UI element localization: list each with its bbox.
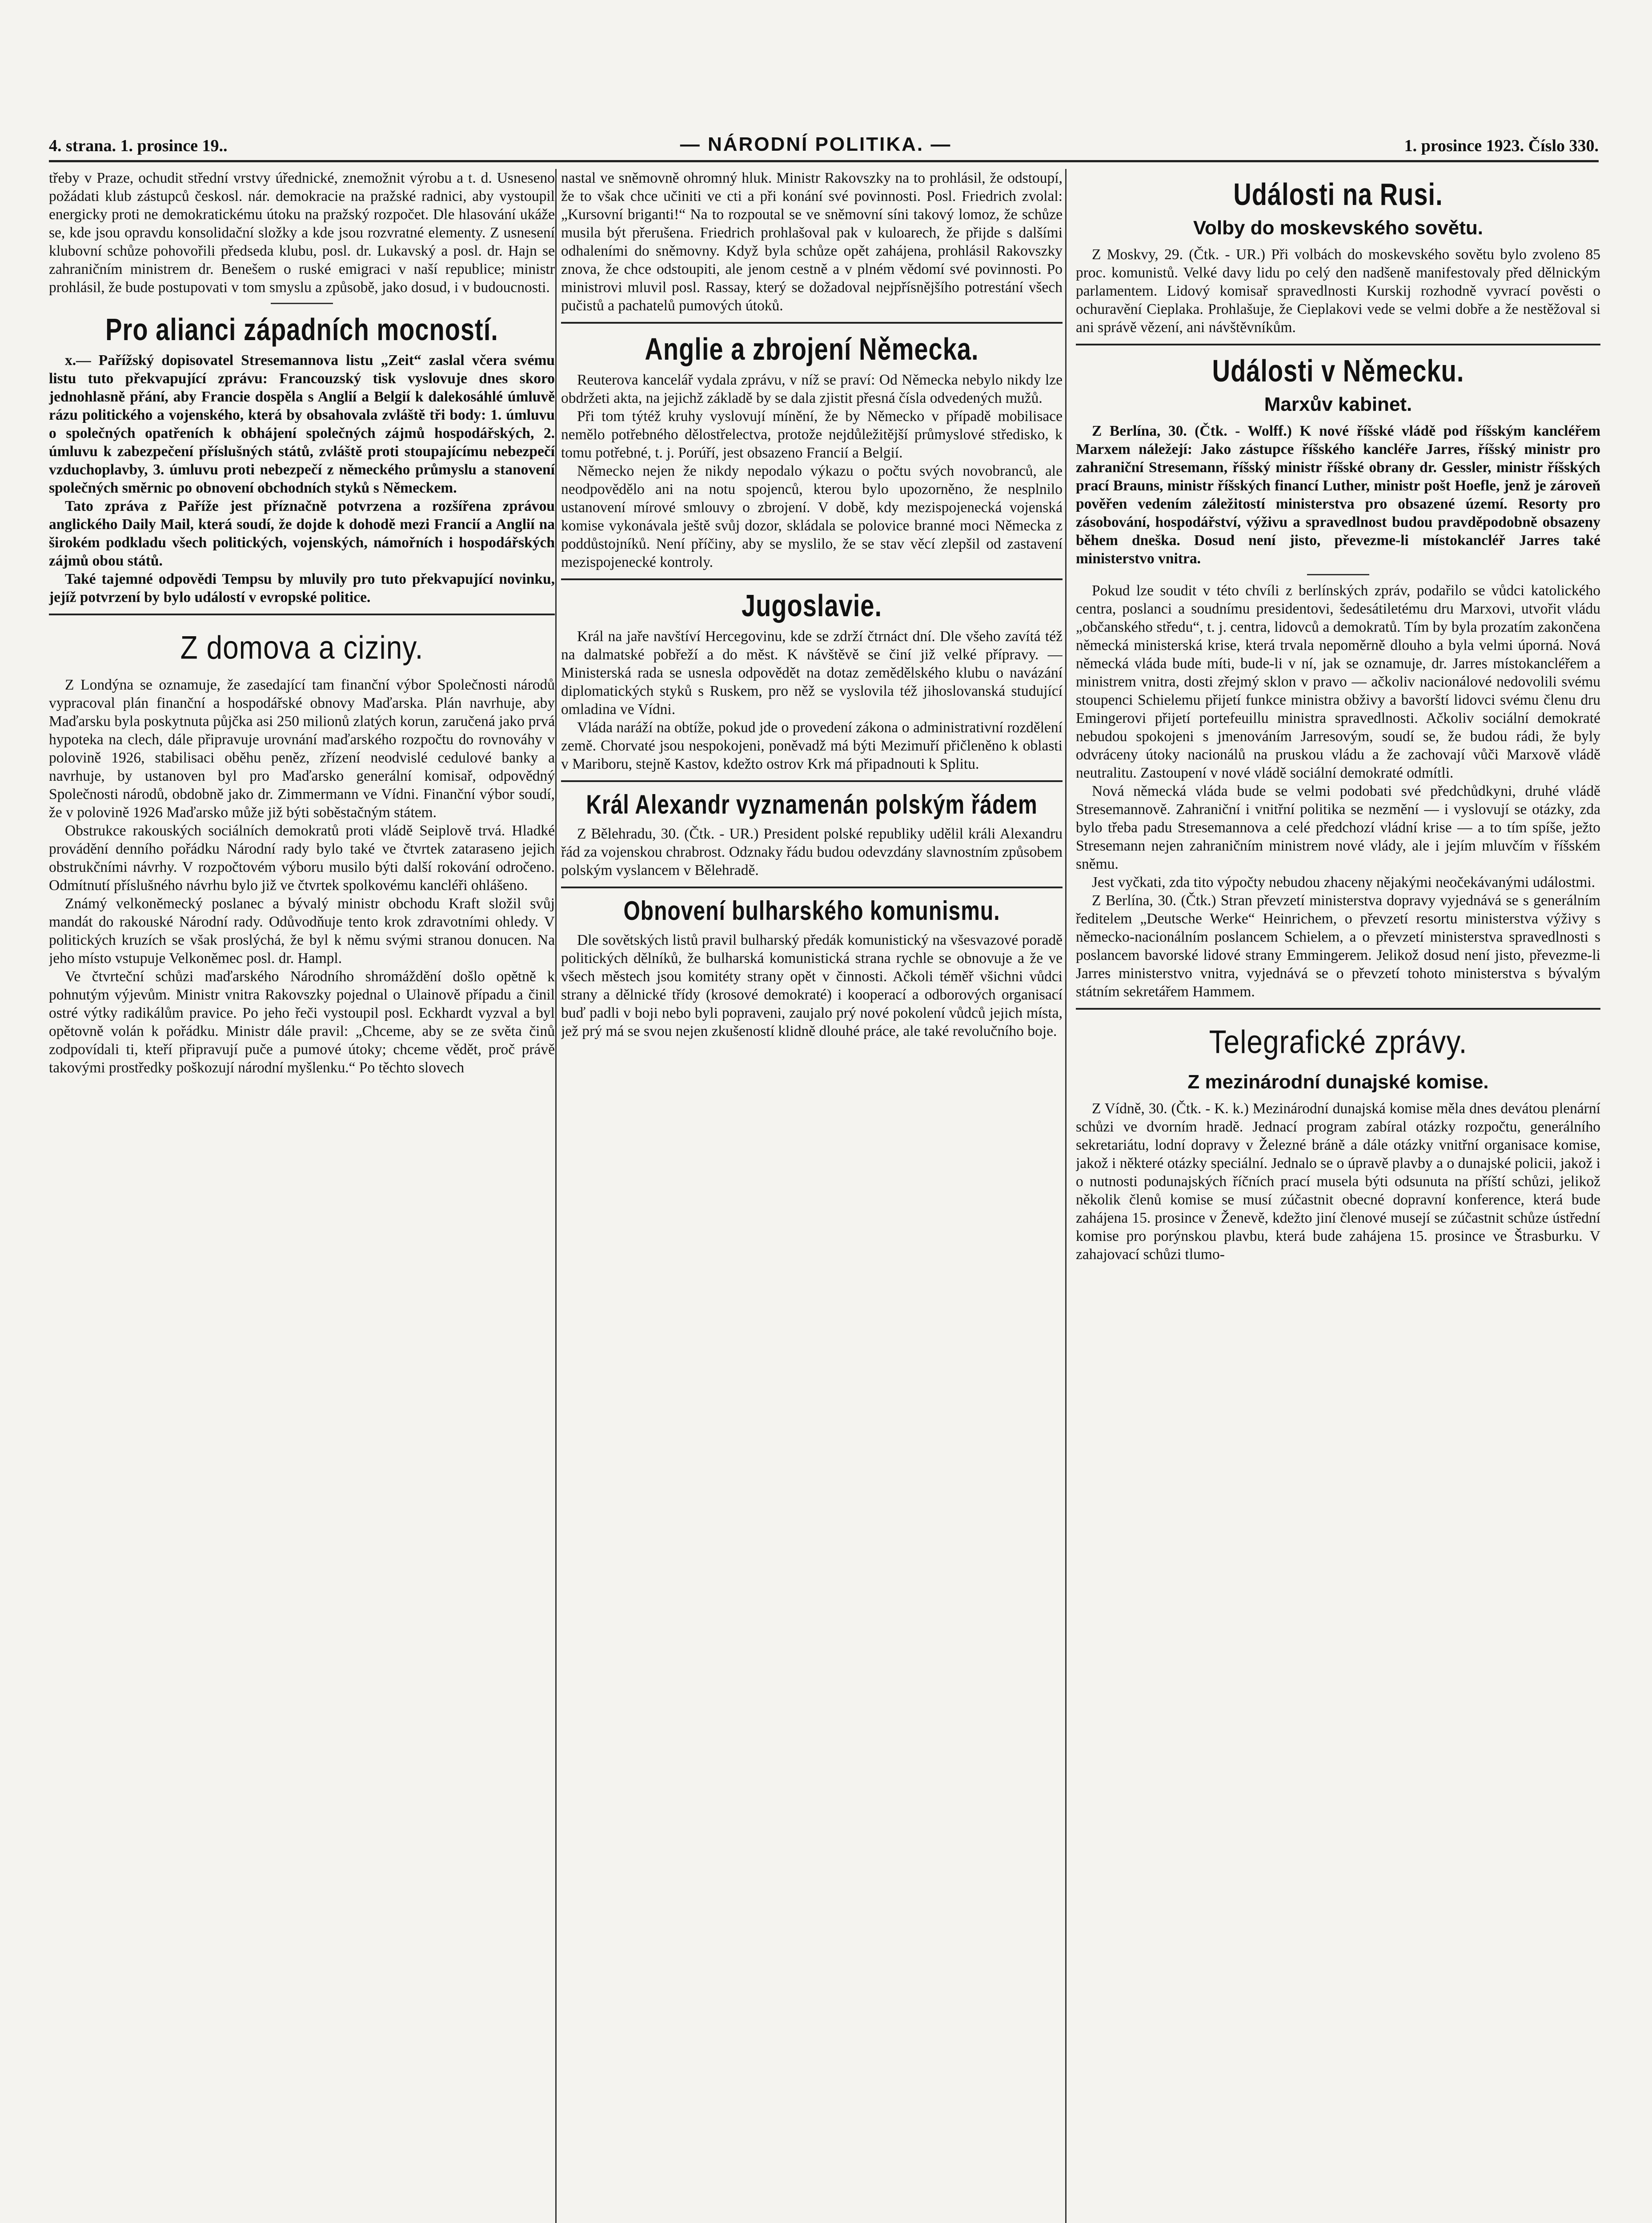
subheadline-marx-cabinet: Marxův kabinet. [1264,393,1412,415]
article-paragraph: Německo nejen že nikdy nepodalo výkazu o počtu svých novobranců, ale neodpovědělo ani na notu spojenců, kterou bylo upozorněno, že nesplnilo ustanovení mírové smlouvy o zbrojení. V době, kdy mezispojenecká vojenská komise vykonávala ještě svůj dozor, skládala se polovice branné moci Německa z poddůstojníků. Není příčiny, aby se myslilo, že se stav věcí zlepšil od zastavení mezispojenecké kontroly. [561,463,1063,570]
headline-england-germany: Anglie a zbrojení Německa. [645,331,979,366]
article-paragraph: Jest vyčkati, zda tito výpočty nebudou zhaceny nějakými neočekávanými událostmi. [1092,874,1596,891]
headline-germany: Události v Německu. [1212,353,1464,388]
article-paragraph: Z Berlína, 30. (Čtk.) Stran převzetí ministerstva dopravy vyjednává se s generálním ředitelem „Deutsche Werke“ Heinrichem, o převzetí resortu ministerstva výživy s německo-nacionálním poslancem Schielem, a o převzetí ministerstva spravedlnosti s poslancem bavorské lidové strany Emmingerem. Jelikož dosud není jisto, převezme-li Jarres ministerstvo vnitra, vyjednává se o převzetí tohoto ministerstva s bývalým státním sekretářem Hammem. [1076,892,1600,1000]
article-continuation: třeby v Praze, ochudit střední vrstvy úřednické, znemožnit výrobu a t. d. Usneseno požádati klub zástupců českosl. nár. demokracie na pražské radnici, aby vystoupil energicky proti ne demokratickému útoku na pražský rozpočet. Dle hlasování ukáže se, kde jsou opravdu konsolidační složky a kde jsou rozvratné elementy. Z usnesení klubovní schůze pohovořili předseda klubu, posl. dr. Lukavský a posl. dr. Hajn se zahraničním ministrem dr. Benešem o ruské emigraci v naší republice; ministr prohlásil, že bude postupovati v tom smyslu a způsobě, jako dosud, i v budoucnosti. [49,170,555,296]
section-divider [1076,344,1600,345]
headline-telegraphic-news: Telegrafické zprávy. [1209,1023,1468,1060]
article-paragraph: Z Londýna se oznamuje, že zasedající tam finanční výbor Společnosti národů vypracoval plán finanční a hospodářské obnovy Maďarska. Plán navrhuje, aby Maďarsku byla poskytnuta půjčka asi 250 milionů zlatých korun, zaručená jako prvá hypoteka na clech, dále připravuje urovnání maďarského rozpočtu do rovnováhy v polovině 1926, stabilisaci oběhu peněz, zřízení neodvislé cedulové banky a navrhuje, by ustanoven byl pro Maďarsko generální komisař, odpovědný Společnosti národů, obdobně jako dr. Zimmermann ve Vídni. Finanční výbor soudí, že v polovině 1926 Maďarsko může již býti soběstačným státem. [49,677,555,821]
article-paragraph: Známý velkoněmecký poslanec a bývalý ministr obchodu Kraft složil svůj mandát do rakouské Národní rady. Odůvodňuje tento krok zdravotními ohledy. V politických kruzích se však proslýchá, že byl k němu svými stranou donucen. Na jeho místo vstupuje Velkoněmec posl. dr. Hampl. [49,895,555,967]
subheadline-moscow-elections: Volby do moskevského sovětu. [1193,217,1484,239]
article-paragraph: Z Bělehradu, 30. (Čtk. - UR.) President polské republiky udělil králi Alexandru řád za vojenskou chrabrost. Odznaky řádu budou odevzdány slavnostním způsobem polským vyslancem v Bělehradě. [561,826,1063,879]
masthead-title: — NÁRODNÍ POLITIKA. — [680,133,952,155]
article-paragraph: Král na jaře navštíví Hercegovinu, kde se zdrží čtrnáct dní. Dle všeho zavítá též na dalmatské pobřeží a do měst. K návštěvě se činí již velké přípravy. — Ministerská rada se usnesla odpovědět na dotaz zemědělského klubu o navázání diplomatických styků s Ruskem, pro něž se vyslovila též jihoslovanská studující omladina ve Vídni. [561,628,1063,718]
section-divider [561,887,1063,888]
article-continuation: nastal ve sněmovně ohromný hluk. Ministr Rakovszky na to prohlásil, že odstoupí, že to však chce učiniti ve cti a při konání své povinnosti. Posl. Friedrich zvolal: „Kursovní briganti!“ Na to rozpoutal se ve sněmovní síni takový lomoz, že schůze musila být přerušena. Friedrich prohlašoval pak v kuloarech, že přijde s dalšími odhaleními do sněmovny. Když byla schůze opět zahájena, prohlásil Rakovszky znova, že chce odstoupiti, ale jenom cestně a v plném vědomí své povinnosti. Po ministrovi mluvil posl. Rassay, který se dožadoval nejpřísnějšího potrestání všech pučistů a pachatelů pumových útoků. [561,170,1063,314]
section-divider [49,614,555,615]
headline-king-alexander: Král Alexandr vyznamenán polským řádem [586,790,1038,820]
article-paragraph: Ve čtvrteční schůzi maďarského Národního shromáždění došlo opětně k pohnutým výjevům. Ministr vnitra Rakovszky pojednal o Ulainově případu a činil ostré výtky radikálům pravice. Po jeho řeči vystoupil posl. Eckhardt vyzval a byl opětovně volán k pořádku. Ministr dále pravil: „Chceme, aby se ze světa činů zodpovídali ti, kteří připravují puče a pumové útoky; chceme vědět, proč právě takovými prostředky poškozují národní myšlenku.“ Po těchto slovech [49,968,555,1076]
issue-date-number: 1. prosince 1923. Číslo 330. [1404,136,1599,155]
article-paragraph: Reuterova kancelář vydala zprávu, v níž se praví: Od Německa nebylo nikdy lze obdržeti akta, na jejichž základě by se dala zjistit přesná čísla odvedených mužů. [561,372,1063,406]
headline-alliance: Pro alianci západních mocností. [105,312,498,347]
headline-russia: Události na Rusi. [1233,177,1443,212]
headline-bulgarian-communism: Obnovení bulharského komunismu. [623,896,1000,926]
column-2 [561,169,1063,2223]
article-paragraph: Také tajemné odpovědi Tempsu by mluvily pro tuto překvapující novinku, jejíž potvrzení by bylo událostí v evropské politice. [49,571,555,606]
article-paragraph: Vláda naráží na obtíže, pokud jde o provedení zákona o administrativní rozdělení země. Chorvaté jsou nespokojeni, poněvadž má býti Mezimuří přičleněno k oblasti v Mariboru, stejně Kastov, kdežto ostrov Krk má připadnouti k Splitu. [561,719,1063,772]
column-1 [49,169,555,2223]
subheadline-danube-commission: Z mezinárodní dunajské komise. [1187,1071,1489,1093]
separator [271,303,333,304]
article-paragraph: x.— Pařížský dopisovatel Stresemannova listu „Zeit“ zaslal včera svému listu tuto překvapující zprávu: Francouzský tisk vyslovuje dnes skoro jednohlasně přání, aby Francie dospěla s Anglií a Belgií k dalekosáhlé úmluvě rázu politického a vojenského, která by obsahovala zvláště tři body: 1. úmluvu o společných opatřeních k obhájení společných zájmů hospodářských, 2. úmluvu k zabezpečení příslušných států, zvláště proti stoupajícímu nebezpečí vzduchoplavby, 3. úmluvu proti nebezpečí z německého průmyslu a stanovení společných směrnic po obnovení obchodních styků s Německem. [49,352,555,496]
article-paragraph: Z Berlína, 30. (Čtk. - Wolff.) K nové říšské vládě pod říšským kancléřem Marxem náležejí: Jako zástupce říšského kancléře Jarres, říšský ministr pro zahraniční Stresemann, říšský ministr říšské obrany dr. Gessler, ministr říšských prací Brauns, ministr říšských financí Luther, ministr pošt Hoefle, jenž je zároveň pověřen vedením záležitostí ministerstva pro obsazené území. Resorty pro zásobování, hospodářství, výživu a spravedlnost budou pravděpodobně obsazeny během dneška. Dosud není jisto, převezme-li místokancléř Jarres také ministerstvo vnitra. [1076,423,1600,567]
article-paragraph: Pokud lze soudit v této chvíli z berlínských zpráv, podařilo se vůdci katolického centra, poslanci a soudnímu presidentovi, šedesátiletému dru Marxovi, utvořit vládu „občanského středu“, t. j. centra, lidovců a demokratů. Tím by byla prozatím zakončena německá ministerská krise, která trvala nepoměrně dlouho a byla velmi úporná. Nová německá vláda bude míti, bude-li v ní, jak se oznamuje, dr. Jarres místokancléřem a ministrem vnitra, dosti zřejmý sklon v pravo — ačkoliv nacionálové nedovolili svému stoupenci Schielemu přijetí funkce ministra obživy a bavorští lidovci svému členu dru Emingerovi přijetí portefeuillu ministra spravedlnosti. Ačkoliv sociální demokraté nebudou spokojeni s jmenováním Jarresovým, soudí se, že budou rádi, že byly odvráceny útoky nacionálů na pruskou vládu a že zachovají vůči Marxově vládě neutralitu. Zastoupení v nové vládě sociální demokraté odmítli. [1076,582,1600,781]
section-divider [561,322,1063,324]
headline-domestic-foreign: Z domova a ciziny. [180,629,424,666]
article-paragraph: Dle sovětských listů pravil bulharský předák komunistický na všesvazové poradě politických dělníků, že bulharská komunistická strana rychle se obnovuje a že ve všech městech jsou komitéty strany opět v činnosti. Ačkoli téměř všichni vůdci strany a dělnické třídy (krosové demokraté) i kooperací a odborových organisací buď padli v boji nebo byli popraveni, zaujalo prý nové pokolení vůdců jejich místa, jež prý má se svou nejen zkušeností klidně dlouhé práce, ale také revolučního boje. [561,932,1063,1039]
headline-yugoslavia: Jugoslavie. [741,588,882,623]
column-rule [1065,169,1067,2223]
article-paragraph: Nová německá vláda bude se velmi podobati své předchůdkyni, druhé vládě Stresemannově. Zahraniční i vnitřní politika se nezmění — i vyslovují se otázky, zda bylo třeba padu Stresemannova a celé předchozí vládní krise — a to tím spíše, ježto Stresemann nejen zahraničním ministrem nové vlády, ale i jejím mluvčím v říšském sněmu. [1076,783,1600,872]
section-divider [1076,1008,1600,1010]
article-paragraph: Při tom týtéž kruhy vyslovují mínění, že by Německo v případě mobilisace nemělo potřebného dělostřelectva, protože nejdůležitější průmyslové středisko, k tomu potřebné, t. j. Porúří, jest obsazeno Francií a Belgií. [561,408,1063,461]
column-3 [1076,169,1600,2223]
page-number-date: 4. strana. 1. prosince 19.. [49,136,228,155]
section-divider [561,578,1063,580]
separator [1307,574,1369,575]
article-paragraph: Tato zpráva z Paříže jest příznačně potvrzena a rozšířena zprávou anglického Daily Mail, která soudí, že dojde k dohodě mezi Francií a Anglií na širokém podkladu všech politických, vojenských, námořních i hospodářských zájmů obou států. [49,498,555,569]
article-paragraph: Obstrukce rakouských sociálních demokratů proti vládě Seiplově trvá. Hladké provádění denního pořádku Národní rady bylo také ve čtvrtek zataraseno jejich obstrukčními návrhy. V rozpočtovém výboru musilo býti další rokování odročeno. Odmítnutí příslušného návrhu bylo již ve čtvrtek spolkovému kancléři ohlášeno. [49,823,555,894]
section-divider [561,780,1063,782]
article-paragraph: Z Moskvy, 29. (Čtk. - UR.) Při volbách do moskevského sovětu bylo zvoleno 85 proc. komunistů. Velké davy lidu po celý den nadšeně manifestovaly před dělnickým parlamentem. Lidový komisař spravedlnosti Kurskij rozhodně vyvrací pověsti o ochuravění Cieplaka. Prohlašuje, že Cieplakovi vede se velmi dobře a že nestěžoval si ani správě vězení, ani návštěvníkům. [1076,246,1600,336]
article-paragraph: Z Vídně, 30. (Čtk. - K. k.) Mezinárodní dunajská komise měla dnes devátou plenární schůzi ve dvorním hradě. Jednací program zabíral otázky rozpočtu, generálního sekretariátu, lodní dopravy v Železné bráně a dále otázky vnitřní organisace komise, jakož i některé otázky speciální. Jednalo se o úpravě plavby a o dunajské policii, jakož i o nutnosti podunajských říčních prací musela býti odsunuta na příští schůzi, jelikož několik členů komise se musí zúčastnit obecné dopravní konference, která bude zahájena 15. prosince v Ženevě, kdežto jiní členové musejí se zúčastnit schůze ústřední komise pro porýnskou plavbu, která bude zahájena 15. prosince ve Štrasburku. V zahajovací schůzi tlumo- [1076,1100,1600,1263]
column-rule [555,169,557,2223]
running-header [49,129,1599,162]
